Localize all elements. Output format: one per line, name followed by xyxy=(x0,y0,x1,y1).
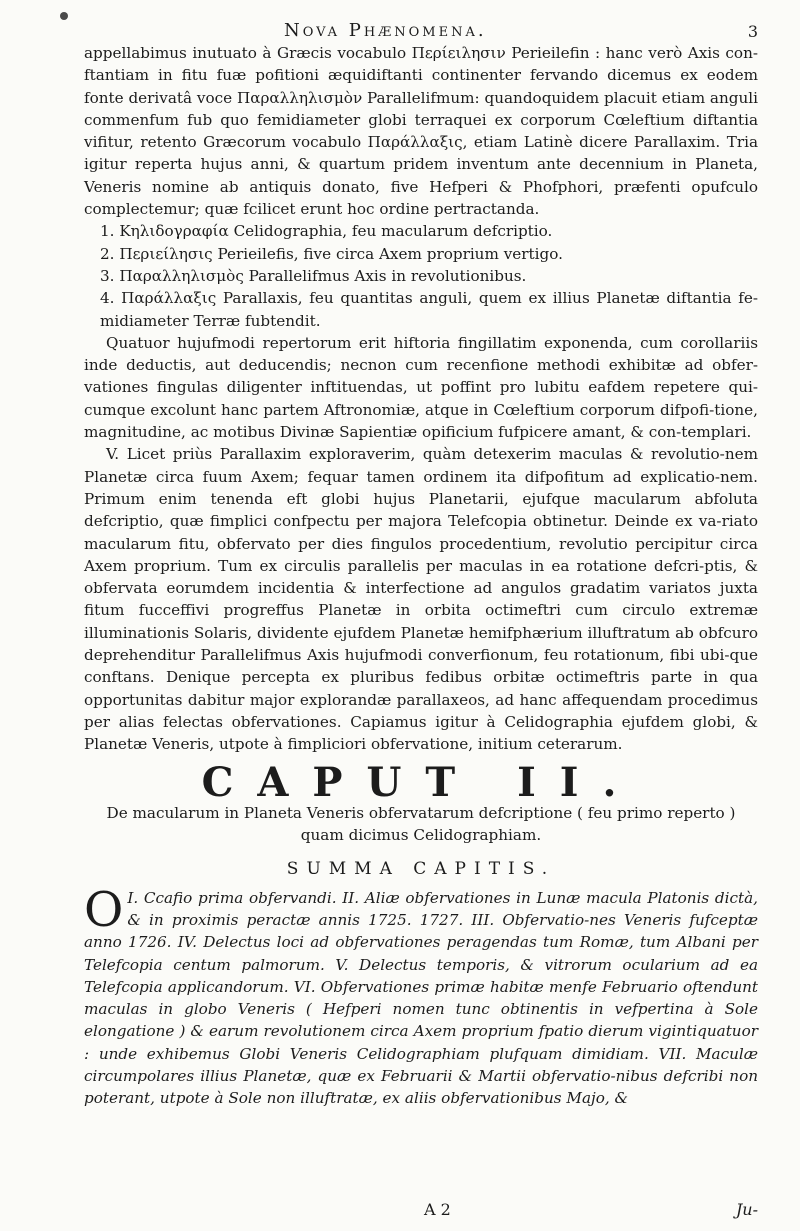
paragraph-v: V. Licet priùs Parallaxim exploraverim, quàm detexerim maculas & revolutio-nem Planetæ circa fuum Axem; fequar tamen ordinem ita difpofitum ad explicatio-nem. Primum enim tenenda eft globi hujus Planetarii, ejufque macularum abfoluta defcriptio, quæ fimplici confpectu per majora Telefcopia obtinetur. Deinde ex va-riato macularum fitu, obfervato per dies fingulos procedentium, revolutio percipitur circa Axem proprium. Tum ex circulis parallelis per maculas in ea rotatione defcri-ptis, & obfervata eorumdem incidentia & interfectione ad angulos gradatim variatos juxta fitum fucceffivi progreffus Planetæ in orbita octimeftri cum circulo extremæ illuminationis Solaris, dividente ejufdem Planetæ hemifphærium illuftratum ab obfcuro deprehenditur Parallelifmus Axis hujufmodi converfionum, feu rotationum, fibi ubi-que conftans. Denique percepta ex pluribus fedibus orbitæ octimeftris parte in qua opportunitas dabitur major explorandæ parallaxeos, ad hanc affequendam procedimus per alias felectas obfervationes. Capiamus igitur à Celidographia ejufdem globi, & Planetæ Veneris, utpote à fimpliciori obfervatione, initium ceterarum. xyxy=(84,445,758,754)
ink-spot xyxy=(60,12,68,20)
summa-body xyxy=(84,881,758,1110)
running-head xyxy=(84,20,758,44)
main-text xyxy=(84,42,758,1110)
catchword: Ju- xyxy=(735,1200,758,1219)
page-footer xyxy=(84,1200,758,1222)
chapter-subtitle-line1: De macularum in Planeta Veneris obfervatarum defcriptione ( feu primo reperto ) xyxy=(106,803,736,822)
list-item-parallaxis: 4. Παράλλαξις Parallaxis, feu quantitas anguli, quem ex illius Planetæ diftantia fe-midiameter Terræ fubtendit. xyxy=(100,289,758,330)
list-item-perieilesis: 2. Περιείλησις Perieilefis, five circa Axem proprium vertigo. xyxy=(100,244,563,263)
summa-heading: SUMMA CAPITIS. xyxy=(286,859,556,880)
signature-mark: A 2 xyxy=(424,1200,451,1219)
list-item-parallelismus: 3. Παραλληλισμὸς Parallelifmus Axis in revolutionibus. xyxy=(100,266,527,285)
list-item-celidographia: 1. Κηλιδογραφία Celidographia, feu macularum defcriptio. xyxy=(100,222,553,241)
chapter-subtitle-line2: quam dicimus Celidographiam. xyxy=(300,826,542,845)
page-number: 3 xyxy=(747,22,758,41)
running-title: Nova Phænomena. xyxy=(284,20,487,41)
paragraph-quatuor: Quatuor hujufmodi repertorum erit hiftoria fingillatim exponenda, cum corollariis inde deductis, aut deducendis; necnon cum recenfione methodi exhibitæ ad obfer-vationes fingulas diligenter inftituendas, ut poffint pro lubitu eafdem repetere qui-cumque excolunt hanc partem Aftronomiæ, atque in Cœleftium corporum difpofi-tione, magnitudine, ac motibus Divinæ Sapientiæ opificium fufpicere amant, & con-templari. xyxy=(84,333,758,442)
chapter-heading: CAPUT II. xyxy=(201,758,641,806)
intro-paragraph: appellabimus inutuato à Græcis vocabulo Περίειλησιν Perieilefin : hanc verò Axis con-ftantiam in fitu fuæ pofitioni æquidiftanti continenter fervando dicemus ex eodem fonte derivatâ voce Παραλληλισμὸν Parallelifmum: quandoquidem placuit etiam anguli commenfum fub quo femidiameter globi terraquei ex corporum Cœleftium diftantia vifitur, retento Græcorum vocabulo Παράλλαξις, etiam Latinè dicere Parallaxim. Tria igitur reperta hujus anni, & quartum pridem inventum ante decennium in Planeta, Veneris nomine ab antiquis donato, five Hefperi & Phofphori, præfenti opufculo complectemur; quæ fcilicet erunt hoc ordine pertractanda. xyxy=(84,44,758,219)
summa-text: I. Ccafio prima obfervandi. II. Aliæ obfervationes in Lunæ macula Platonis dictà, & in proximis peractæ annis 1725. 1727. III. Obfervatio-nes Veneris fufceptæ anno 1726. IV. Delectus loci ad obfervationes peragendas tum Romæ, tum Albani per Telefcopia centum palmorum. V. Delectus temporis, & vitrorum ocularium ad ea Telefcopia applicandorum. VI. Obfervationes primæ habitæ menfe Februario oftendunt maculas in globo Veneris ( Hefperi nomen tunc obtinentis in vefpertina à Sole elongatione ) & earum revolutionem circa Axem proprium fpatio dierum vigintiquatuor : unde exhibemus Globi Veneris Celidographiam plufquam dimidiam. VII. Maculæ circumpolares illius Planetæ, quæ ex Februarii & Martii obfervatio-nibus defcribi non poterant, utpote à Sole non illuftratæ, ex aliis obfervationibus Majo, & xyxy=(84,888,758,1108)
drop-cap: O xyxy=(84,881,124,938)
